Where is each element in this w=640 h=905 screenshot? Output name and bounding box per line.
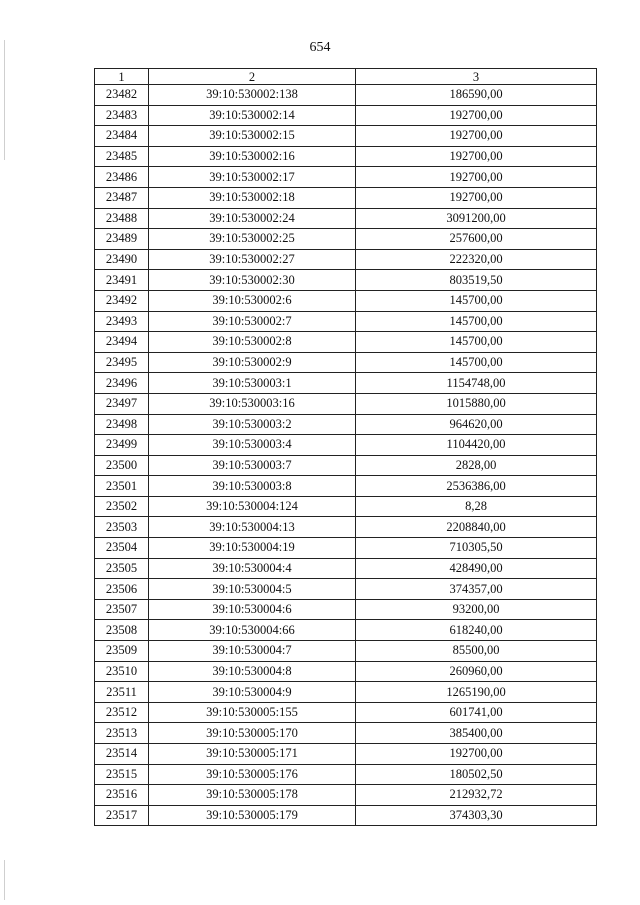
value-cell: 192700,00 xyxy=(356,105,597,126)
cadastral-number-cell: 39:10:530002:138 xyxy=(149,85,356,106)
cadastral-number-cell: 39:10:530002:16 xyxy=(149,146,356,167)
value-cell: 3091200,00 xyxy=(356,208,597,229)
value-cell: 192700,00 xyxy=(356,146,597,167)
value-cell: 2828,00 xyxy=(356,455,597,476)
value-cell: 8,28 xyxy=(356,496,597,517)
cadastral-number-cell: 39:10:530005:155 xyxy=(149,702,356,723)
cadastral-number-cell: 39:10:530002:8 xyxy=(149,332,356,353)
table-row xyxy=(95,641,597,662)
cadastral-number-cell: 39:10:530004:19 xyxy=(149,538,356,559)
row-number-cell: 23486 xyxy=(95,167,149,188)
cadastral-number-cell: 39:10:530004:9 xyxy=(149,682,356,703)
table-row xyxy=(95,723,597,744)
cadastral-number-cell: 39:10:530002:6 xyxy=(149,290,356,311)
table-row xyxy=(95,229,597,250)
value-cell: 2208840,00 xyxy=(356,517,597,538)
cadastral-number-cell: 39:10:530005:170 xyxy=(149,723,356,744)
cadastral-number-cell: 39:10:530002:15 xyxy=(149,126,356,147)
table-row xyxy=(95,126,597,147)
value-cell: 186590,00 xyxy=(356,85,597,106)
table-row xyxy=(95,105,597,126)
value-cell: 1265190,00 xyxy=(356,682,597,703)
value-cell: 192700,00 xyxy=(356,744,597,765)
table-row xyxy=(95,208,597,229)
cadastral-number-cell: 39:10:530005:179 xyxy=(149,805,356,826)
cadastral-number-cell: 39:10:530003:8 xyxy=(149,476,356,497)
row-number-cell: 23512 xyxy=(95,702,149,723)
table-row xyxy=(95,599,597,620)
value-cell: 601741,00 xyxy=(356,702,597,723)
value-cell: 1104420,00 xyxy=(356,435,597,456)
page-number: 654 xyxy=(309,40,331,55)
cadastral-number-cell: 39:10:530005:178 xyxy=(149,785,356,806)
row-number-cell: 23490 xyxy=(95,249,149,270)
table-row xyxy=(95,620,597,641)
row-number-cell: 23487 xyxy=(95,187,149,208)
cadastral-number-cell: 39:10:530003:1 xyxy=(149,373,356,394)
value-cell: 2536386,00 xyxy=(356,476,597,497)
value-cell: 145700,00 xyxy=(356,311,597,332)
cadastral-number-cell: 39:10:530005:176 xyxy=(149,764,356,785)
table-row xyxy=(95,414,597,435)
row-number-cell: 23500 xyxy=(95,455,149,476)
value-cell: 964620,00 xyxy=(356,414,597,435)
cadastral-number-cell: 39:10:530004:6 xyxy=(149,599,356,620)
header-row xyxy=(95,69,597,85)
value-cell: 803519,50 xyxy=(356,270,597,291)
table-row xyxy=(95,311,597,332)
row-number-cell: 23489 xyxy=(95,229,149,250)
cadastral-number-cell: 39:10:530004:8 xyxy=(149,661,356,682)
table-row xyxy=(95,764,597,785)
row-number-cell: 23484 xyxy=(95,126,149,147)
value-cell: 428490,00 xyxy=(356,558,597,579)
row-number-cell: 23483 xyxy=(95,105,149,126)
cadastral-number-cell: 39:10:530002:24 xyxy=(149,208,356,229)
value-cell: 222320,00 xyxy=(356,249,597,270)
cadastral-number-cell: 39:10:530002:9 xyxy=(149,352,356,373)
cadastral-number-cell: 39:10:530004:7 xyxy=(149,641,356,662)
table-row xyxy=(95,455,597,476)
table-row xyxy=(95,270,597,291)
registry-table xyxy=(94,68,597,826)
row-number-cell: 23509 xyxy=(95,641,149,662)
row-number-cell: 23508 xyxy=(95,620,149,641)
row-number-cell: 23485 xyxy=(95,146,149,167)
table-row xyxy=(95,352,597,373)
table-header xyxy=(95,69,597,85)
table-row xyxy=(95,167,597,188)
row-number-cell: 23491 xyxy=(95,270,149,291)
row-number-cell: 23498 xyxy=(95,414,149,435)
value-cell: 1154748,00 xyxy=(356,373,597,394)
table-row xyxy=(95,85,597,106)
cadastral-number-cell: 39:10:530002:27 xyxy=(149,249,356,270)
value-cell: 374303,30 xyxy=(356,805,597,826)
cadastral-number-cell: 39:10:530002:14 xyxy=(149,105,356,126)
column-header-value: 3 xyxy=(356,69,597,85)
table-row xyxy=(95,538,597,559)
row-number-cell: 23516 xyxy=(95,785,149,806)
row-number-cell: 23494 xyxy=(95,332,149,353)
row-number-cell: 23496 xyxy=(95,373,149,394)
cadastral-number-cell: 39:10:530005:171 xyxy=(149,744,356,765)
row-number-cell: 23510 xyxy=(95,661,149,682)
table-body xyxy=(95,85,597,826)
value-cell: 385400,00 xyxy=(356,723,597,744)
table-row xyxy=(95,661,597,682)
table-row xyxy=(95,682,597,703)
table-row xyxy=(95,146,597,167)
table-row xyxy=(95,290,597,311)
row-number-cell: 23488 xyxy=(95,208,149,229)
value-cell: 257600,00 xyxy=(356,229,597,250)
cadastral-number-cell: 39:10:530002:18 xyxy=(149,187,356,208)
row-number-cell: 23507 xyxy=(95,599,149,620)
cadastral-number-cell: 39:10:530003:7 xyxy=(149,455,356,476)
table-row xyxy=(95,476,597,497)
cadastral-number-cell: 39:10:530003:16 xyxy=(149,393,356,414)
cadastral-number-cell: 39:10:530004:66 xyxy=(149,620,356,641)
table-row xyxy=(95,785,597,806)
value-cell: 192700,00 xyxy=(356,167,597,188)
table-row xyxy=(95,517,597,538)
table-row xyxy=(95,249,597,270)
cadastral-number-cell: 39:10:530004:4 xyxy=(149,558,356,579)
cadastral-number-cell: 39:10:530003:2 xyxy=(149,414,356,435)
row-number-cell: 23493 xyxy=(95,311,149,332)
row-number-cell: 23482 xyxy=(95,85,149,106)
value-cell: 192700,00 xyxy=(356,187,597,208)
table-row xyxy=(95,558,597,579)
row-number-cell: 23511 xyxy=(95,682,149,703)
row-number-cell: 23497 xyxy=(95,393,149,414)
table-row xyxy=(95,496,597,517)
scan-margin-line-top xyxy=(4,40,5,160)
value-cell: 85500,00 xyxy=(356,641,597,662)
value-cell: 260960,00 xyxy=(356,661,597,682)
cadastral-number-cell: 39:10:530004:5 xyxy=(149,579,356,600)
value-cell: 145700,00 xyxy=(356,332,597,353)
value-cell: 180502,50 xyxy=(356,764,597,785)
cadastral-number-cell: 39:10:530002:17 xyxy=(149,167,356,188)
cadastral-number-cell: 39:10:530003:4 xyxy=(149,435,356,456)
table-row xyxy=(95,373,597,394)
row-number-cell: 23506 xyxy=(95,579,149,600)
cadastral-number-cell: 39:10:530004:124 xyxy=(149,496,356,517)
table-row xyxy=(95,702,597,723)
table-row xyxy=(95,393,597,414)
row-number-cell: 23515 xyxy=(95,764,149,785)
table-row xyxy=(95,805,597,826)
row-number-cell: 23501 xyxy=(95,476,149,497)
value-cell: 145700,00 xyxy=(356,290,597,311)
column-header-number: 1 xyxy=(95,69,149,85)
cadastral-number-cell: 39:10:530002:25 xyxy=(149,229,356,250)
row-number-cell: 23503 xyxy=(95,517,149,538)
row-number-cell: 23492 xyxy=(95,290,149,311)
row-number-cell: 23495 xyxy=(95,352,149,373)
value-cell: 618240,00 xyxy=(356,620,597,641)
value-cell: 374357,00 xyxy=(356,579,597,600)
row-number-cell: 23514 xyxy=(95,744,149,765)
row-number-cell: 23502 xyxy=(95,496,149,517)
cadastral-number-cell: 39:10:530002:7 xyxy=(149,311,356,332)
cadastral-number-cell: 39:10:530002:30 xyxy=(149,270,356,291)
row-number-cell: 23505 xyxy=(95,558,149,579)
value-cell: 710305,50 xyxy=(356,538,597,559)
value-cell: 192700,00 xyxy=(356,126,597,147)
table-row xyxy=(95,332,597,353)
row-number-cell: 23504 xyxy=(95,538,149,559)
cadastral-number-cell: 39:10:530004:13 xyxy=(149,517,356,538)
row-number-cell: 23517 xyxy=(95,805,149,826)
scan-margin-line-bottom xyxy=(4,860,5,900)
value-cell: 1015880,00 xyxy=(356,393,597,414)
table-row xyxy=(95,744,597,765)
value-cell: 93200,00 xyxy=(356,599,597,620)
row-number-cell: 23513 xyxy=(95,723,149,744)
row-number-cell: 23499 xyxy=(95,435,149,456)
column-header-cadastral: 2 xyxy=(149,69,356,85)
value-cell: 212932,72 xyxy=(356,785,597,806)
table-row xyxy=(95,579,597,600)
table-row xyxy=(95,187,597,208)
table-row xyxy=(95,435,597,456)
value-cell: 145700,00 xyxy=(356,352,597,373)
